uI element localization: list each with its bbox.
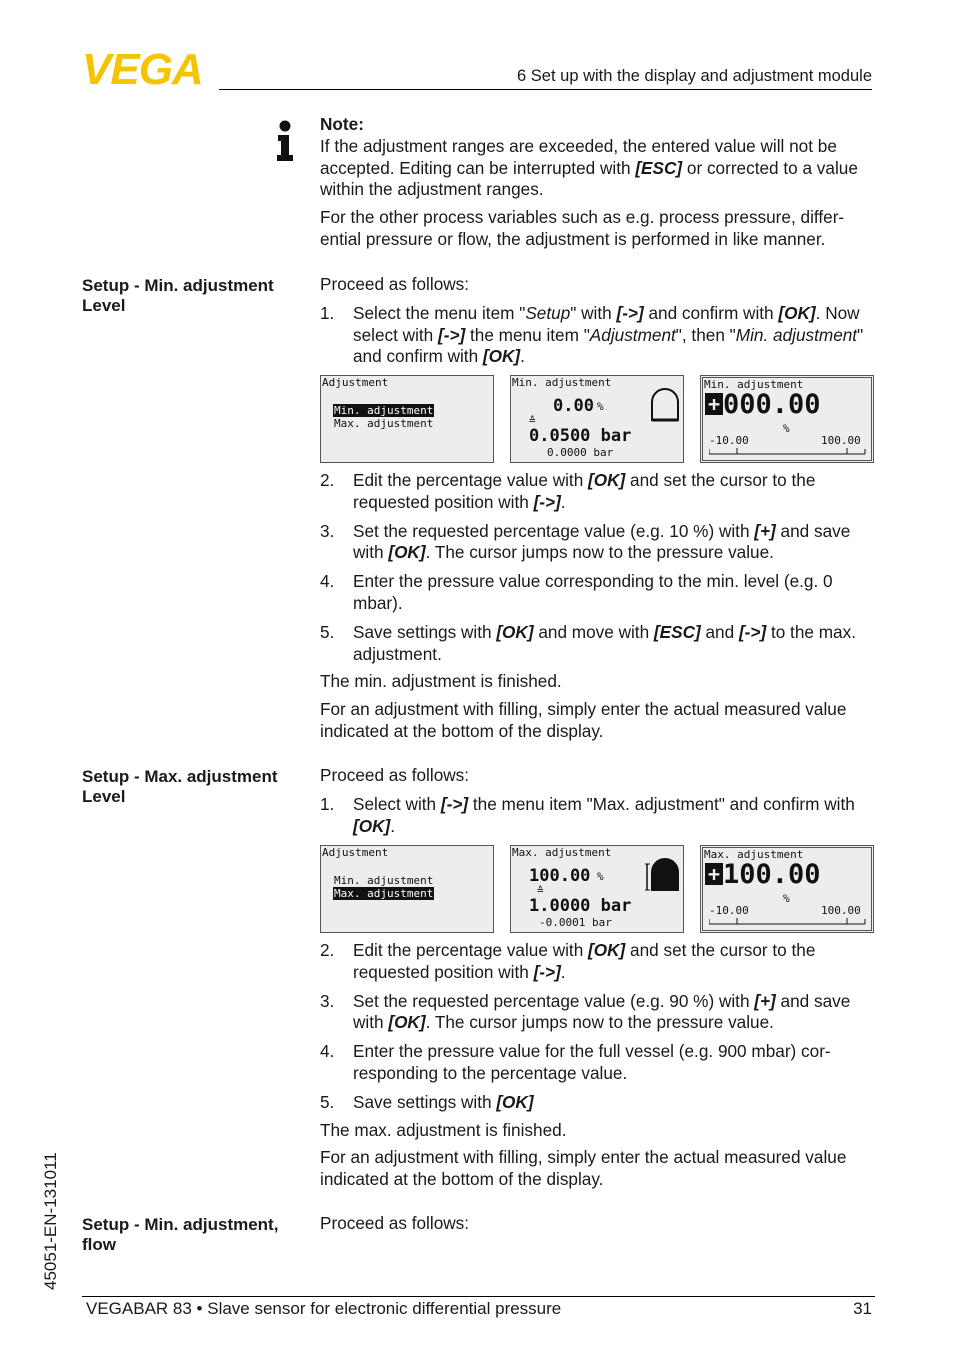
list-item xyxy=(320,794,876,838)
menu-item-selected: Min. adjustment xyxy=(334,404,434,417)
key: [OK] xyxy=(496,1091,534,1112)
list-item xyxy=(320,991,876,1035)
display-min-values xyxy=(510,375,684,463)
text: Enter the pressure value for the full vessel (e.g. 900 mbar) cor-responding to the percentage value. xyxy=(353,1041,831,1083)
info-icon xyxy=(275,120,295,162)
text: or corrected to a value within the adjustment ranges. xyxy=(320,157,858,200)
heading-line: flow xyxy=(82,1235,116,1254)
key: [OK] xyxy=(496,621,534,642)
display-min-edit xyxy=(700,375,874,463)
list-item xyxy=(320,521,876,565)
percent-value: 100.00 xyxy=(529,866,591,886)
list-item xyxy=(320,571,876,615)
list-item xyxy=(320,1092,876,1114)
text: the menu item "Max. adjustment" and confirm with xyxy=(468,793,855,814)
edit-unit: % xyxy=(783,422,790,435)
document-code: 45051-EN-131011 xyxy=(41,1152,60,1290)
display-title: Max. adjustment xyxy=(704,848,804,861)
list-item xyxy=(320,1041,876,1085)
text: and xyxy=(700,621,739,642)
display-title: Adjustment xyxy=(322,376,389,389)
edit-cursor: + xyxy=(705,863,723,885)
key: [->] xyxy=(616,302,644,323)
percent-unit: % xyxy=(597,400,604,413)
footer-rule xyxy=(82,1296,875,1297)
text: Set the requested percentage value (e.g. 10 %) with xyxy=(353,520,755,541)
key: [OK] xyxy=(482,346,521,367)
step-number: 5. xyxy=(320,621,335,642)
text: to the max. adjustment. xyxy=(353,621,856,664)
filling-text: For an adjustment with filling, simply enter the actual measured value indicated at the bottom of the display. xyxy=(320,699,847,741)
text: the menu item " xyxy=(465,324,590,345)
section-heading-min-level xyxy=(82,276,302,316)
text: Edit the percentage value with xyxy=(353,470,589,490)
vessel-full-icon xyxy=(645,856,681,896)
text: . xyxy=(520,346,525,367)
vessel-empty-icon xyxy=(649,386,681,426)
finished-text: The max. adjustment is finished. xyxy=(320,1119,567,1140)
display-title: Min. adjustment xyxy=(704,378,804,391)
list-item xyxy=(320,940,876,984)
key: [OK] xyxy=(388,542,426,563)
text: and move with xyxy=(533,621,654,642)
text: Edit the percentage value with xyxy=(353,940,589,960)
display-title: Max. adjustment xyxy=(512,846,612,859)
key: [+] xyxy=(754,990,776,1011)
text: " and confirm with xyxy=(353,324,864,367)
key-esc: [ESC] xyxy=(635,157,683,178)
text: Save settings with xyxy=(353,621,497,642)
heading-line: Setup - Min. adjustment xyxy=(82,276,274,295)
text: . The cursor jumps now to the pressure value. xyxy=(425,542,774,563)
range-min: -10.00 xyxy=(709,434,749,447)
text: and set the cursor to the requested position with xyxy=(353,470,816,512)
min-flow-intro: Proceed as follows: xyxy=(320,1213,470,1233)
step-number: 1. xyxy=(320,793,335,814)
text: . The cursor jumps now to the pressure value. xyxy=(425,1012,774,1033)
menu-name: Min. adjustment xyxy=(735,324,858,345)
note-paragraph-2: For the other process variables such as e.g. process pressure, differ-ential pressure or flow, the adjustment is performed in like manner. xyxy=(320,207,845,249)
edit-unit: % xyxy=(783,892,790,905)
heading-line: Level xyxy=(82,787,126,806)
step-number: 1. xyxy=(320,302,335,323)
display-max-values xyxy=(510,845,684,933)
text: and confirm with xyxy=(643,302,779,323)
step-number: 5. xyxy=(320,1091,335,1112)
heading-line: Setup - Max. adjustment xyxy=(82,767,278,786)
text: and save with xyxy=(353,990,851,1033)
vega-logo: VEGA xyxy=(82,45,203,94)
max-level-steps-b xyxy=(320,933,876,1191)
key: [ESC] xyxy=(653,621,701,642)
text: If the adjustment ranges are exceeded, the entered value will not be accepted. Editing can be interrupted with xyxy=(320,135,837,178)
intro-text: Proceed as follows: xyxy=(320,274,470,294)
header-rule xyxy=(219,89,872,90)
measured-value: -0.0001 bar xyxy=(539,916,612,929)
pressure-value: 0.0500 bar xyxy=(529,426,632,446)
range-scale xyxy=(709,446,867,456)
range-max: 100.00 xyxy=(821,434,861,447)
filling-text: For an adjustment with filling, simply enter the actual measured value indicated at the bottom of the display. xyxy=(320,1147,847,1190)
section-heading-max-level xyxy=(82,767,302,807)
text: . xyxy=(560,491,566,512)
min-level-steps-a xyxy=(320,274,876,368)
list-item xyxy=(320,622,876,666)
text: . xyxy=(560,961,566,982)
edit-value: 100.00 xyxy=(723,859,821,890)
text: Save settings with xyxy=(353,1091,497,1112)
range-scale xyxy=(709,916,867,926)
key: [+] xyxy=(754,520,776,541)
percent-unit: % xyxy=(597,870,604,883)
text: . xyxy=(390,815,396,836)
step-number: 2. xyxy=(320,470,335,490)
range-min: -10.00 xyxy=(709,904,749,917)
edit-value: 000.00 xyxy=(723,389,821,420)
text: Enter the pressure value corresponding to the min. level (e.g. 0 mbar). xyxy=(353,571,833,613)
equivalent-sign: ≙ xyxy=(529,414,536,427)
step-number: 2. xyxy=(320,940,335,960)
section-heading-min-flow xyxy=(82,1215,302,1255)
min-level-steps-b xyxy=(320,463,876,743)
note-title: Note: xyxy=(320,114,364,134)
text: Select with xyxy=(353,793,441,814)
range-max: 100.00 xyxy=(821,904,861,917)
key: [OK] xyxy=(588,470,626,490)
key: [->] xyxy=(440,793,469,814)
note-paragraph-1 xyxy=(320,136,876,201)
text: ", then " xyxy=(675,324,736,345)
key: [OK] xyxy=(778,302,816,323)
chapter-title: 6 Set up with the display and adjustment module xyxy=(517,67,872,85)
key: [OK] xyxy=(388,1012,426,1033)
key: [->] xyxy=(533,961,561,982)
menu-item-selected: Max. adjustment xyxy=(334,887,434,900)
text: . Now select with xyxy=(353,302,860,345)
step-number: 4. xyxy=(320,1041,335,1062)
display-adjustment-menu-max xyxy=(320,845,494,933)
measured-value: 0.0000 bar xyxy=(547,446,614,459)
menu-name: Adjustment xyxy=(589,324,676,345)
menu-item: Min. adjustment xyxy=(334,874,434,887)
equivalent-sign: ≙ xyxy=(537,884,544,897)
display-adjustment-menu-min xyxy=(320,375,494,463)
heading-line: Level xyxy=(82,296,126,315)
key: [->] xyxy=(438,324,466,345)
step-number: 3. xyxy=(320,990,335,1011)
heading-line: Setup - Min. adjustment, xyxy=(82,1215,279,1234)
text: " with xyxy=(570,302,617,323)
display-max-edit xyxy=(700,845,874,933)
key: [OK] xyxy=(588,940,626,960)
text: and set the cursor to the requested position with xyxy=(353,940,816,982)
max-level-steps-a xyxy=(320,765,876,837)
text: Set the requested percentage value (e.g. 90 %) with xyxy=(353,990,755,1011)
menu-item: Max. adjustment xyxy=(334,417,434,430)
key: [OK] xyxy=(353,815,391,836)
key: [->] xyxy=(738,621,767,642)
key: [->] xyxy=(533,491,561,512)
text: Select the menu item " xyxy=(353,302,526,323)
step-number: 4. xyxy=(320,571,335,592)
finished-text: The min. adjustment is finished. xyxy=(320,671,562,692)
percent-value: 0.00 xyxy=(553,396,594,416)
list-item xyxy=(320,303,876,368)
footer-product: VEGABAR 83 • Slave sensor for electronic differential pressure xyxy=(86,1299,562,1318)
menu-name: Setup xyxy=(525,302,571,323)
step-number: 3. xyxy=(320,520,335,541)
text: and save with xyxy=(353,520,851,563)
intro-text: Proceed as follows: xyxy=(320,765,470,785)
list-item xyxy=(320,470,876,514)
display-title: Adjustment xyxy=(322,846,389,859)
pressure-value: 1.0000 bar xyxy=(529,896,632,916)
note-block xyxy=(320,114,876,251)
page-number: 31 xyxy=(853,1299,872,1318)
display-title: Min. adjustment xyxy=(512,376,612,389)
edit-cursor: + xyxy=(705,393,723,415)
